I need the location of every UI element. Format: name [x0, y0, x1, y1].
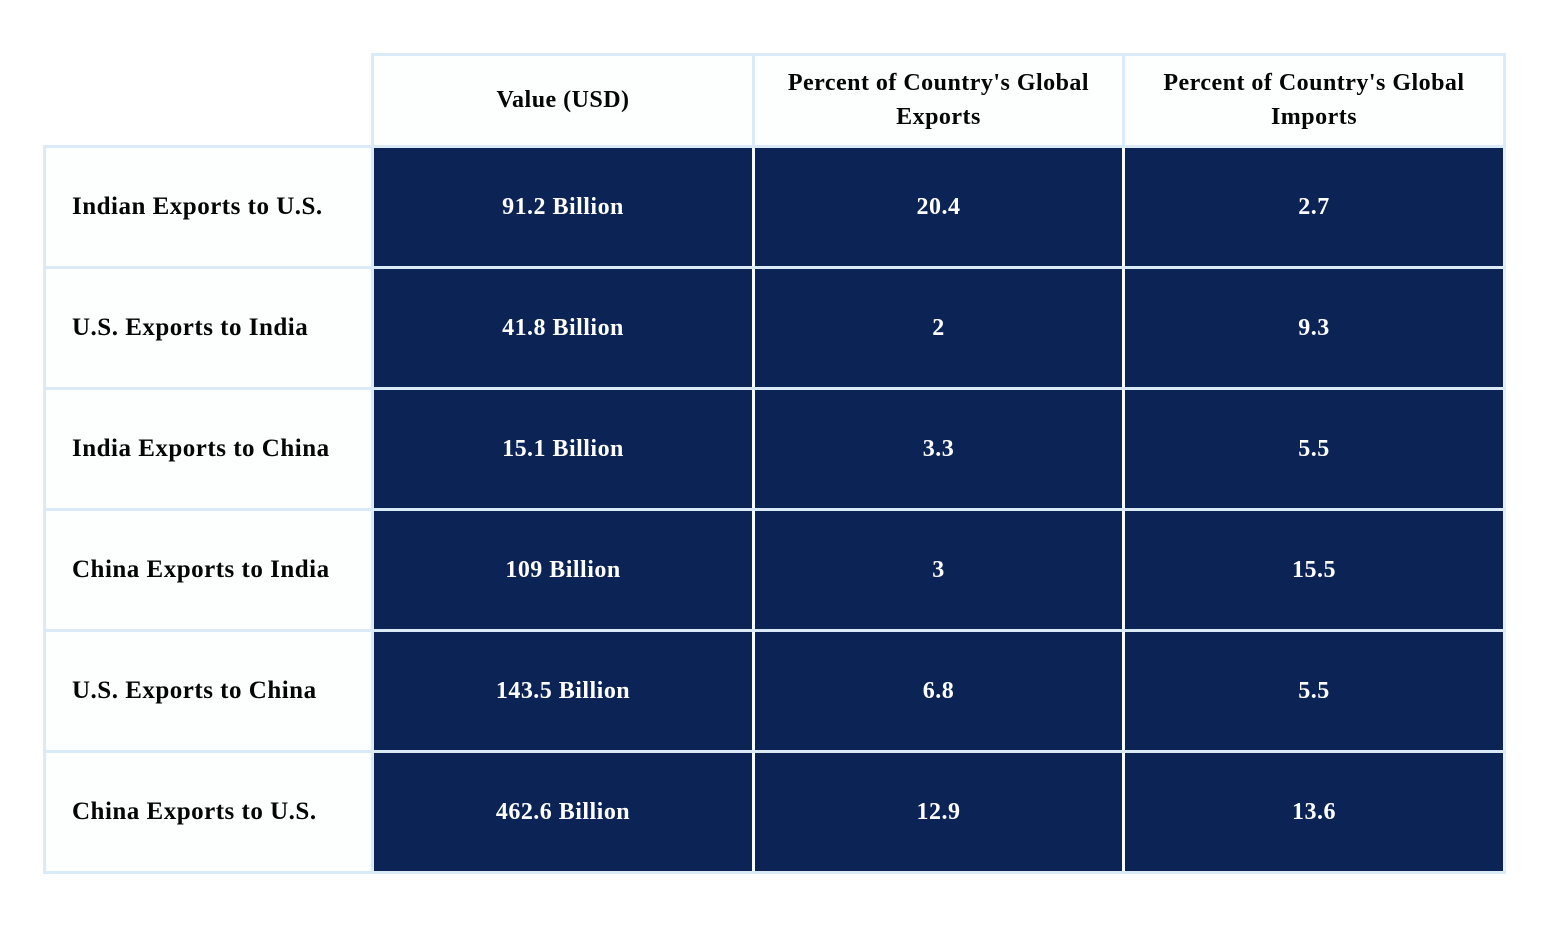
row-label: India Exports to China [45, 389, 373, 510]
exports-pct-cell: 3 [754, 510, 1124, 631]
imports-pct-cell: 13.6 [1124, 752, 1505, 873]
table-row-india-exports-to-china [45, 389, 1505, 510]
exports-pct-cell: 12.9 [754, 752, 1124, 873]
value-cell: 143.5 Billion [373, 631, 754, 752]
table-row-china-exports-to-india [45, 510, 1505, 631]
imports-pct-cell: 5.5 [1124, 631, 1505, 752]
column-header-value: Value (USD) [373, 55, 754, 147]
value-cell: 462.6 Billion [373, 752, 754, 873]
row-label: China Exports to U.S. [45, 752, 373, 873]
imports-pct-cell: 2.7 [1124, 147, 1505, 268]
corner-cell [45, 55, 373, 147]
table-row-china-exports-to-us [45, 752, 1505, 873]
imports-pct-cell: 15.5 [1124, 510, 1505, 631]
table-row-us-exports-to-china [45, 631, 1505, 752]
row-label: U.S. Exports to China [45, 631, 373, 752]
table-row-indian-exports-to-us [45, 147, 1505, 268]
exports-pct-cell: 3.3 [754, 389, 1124, 510]
value-cell: 15.1 Billion [373, 389, 754, 510]
value-cell: 109 Billion [373, 510, 754, 631]
imports-pct-cell: 9.3 [1124, 268, 1505, 389]
trade-table [43, 53, 1506, 874]
row-label: U.S. Exports to India [45, 268, 373, 389]
imports-pct-cell: 5.5 [1124, 389, 1505, 510]
exports-pct-cell: 2 [754, 268, 1124, 389]
value-cell: 41.8 Billion [373, 268, 754, 389]
value-cell: 91.2 Billion [373, 147, 754, 268]
column-header-global-imports: Percent of Country's Global Imports [1124, 55, 1505, 147]
row-label: Indian Exports to U.S. [45, 147, 373, 268]
exports-pct-cell: 6.8 [754, 631, 1124, 752]
table-row-us-exports-to-india [45, 268, 1505, 389]
exports-pct-cell: 20.4 [754, 147, 1124, 268]
column-header-global-exports: Percent of Country's Global Exports [754, 55, 1124, 147]
table-header-row [45, 55, 1505, 147]
row-label: China Exports to India [45, 510, 373, 631]
